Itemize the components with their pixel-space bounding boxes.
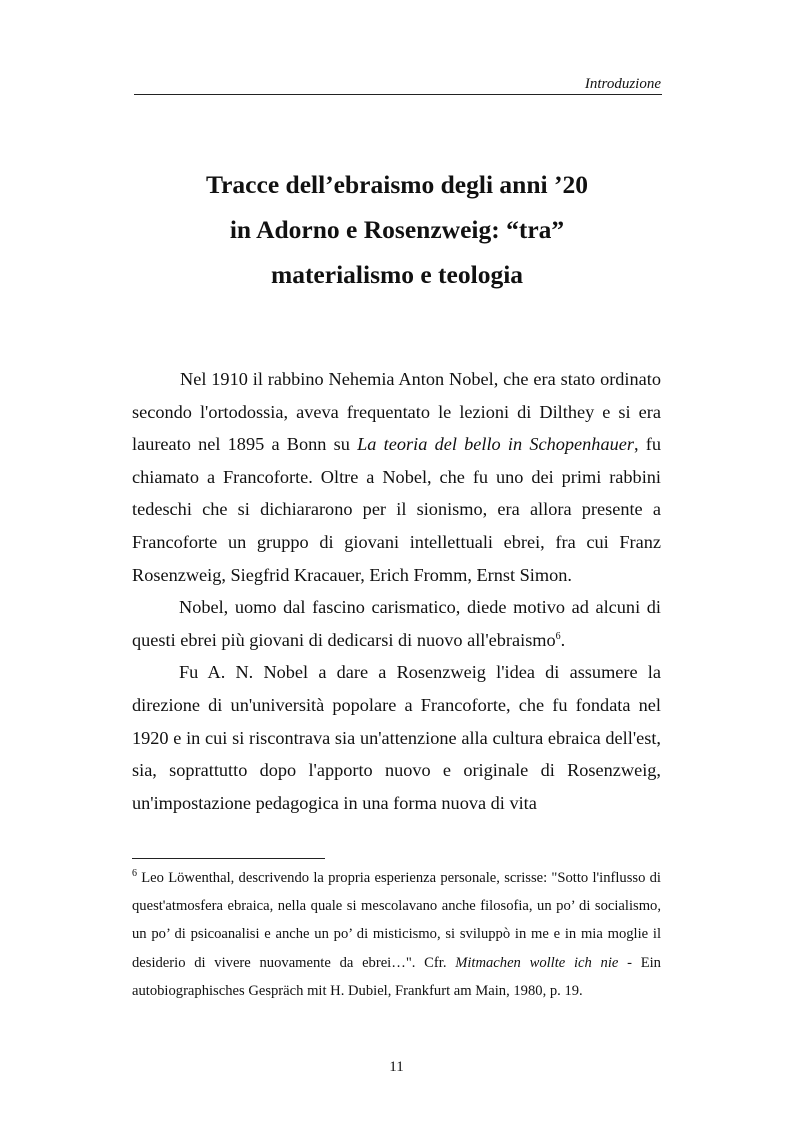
paragraph-1-text-a: Nel 1910 il rabbino Nehemia Anton Nobel, che era stato ordinato secondo l'ortodossia, aveva frequentato le lezioni di Dilthey e si era laureato nel 1895 a Bonn su: [132, 369, 661, 455]
running-header: Introduzione: [584, 76, 661, 92]
paragraph-2: [132, 591, 661, 656]
title-line-3: materialismo e teologia: [270, 260, 524, 289]
title-line-1: Tracce dell’ebraismo degli anni ’20: [206, 170, 588, 199]
footnote-rule: [132, 858, 325, 859]
footnote-book-title: Mitmachen wollte ich nie: [455, 954, 619, 971]
paragraph-1-text-b: , fu chiamato a Francoforte. Oltre a Nobel, che fu uno dei primi rabbini tedeschi che si dichiararono per il sionismo, era allora presente a Francoforte un gruppo di giovani intellettuali ebrei, fra cui Franz Rosenzweig, Siegfrid Kracauer, Erich Fromm, Ernst Simon.: [132, 434, 661, 585]
paragraph-3: Fu A. N. Nobel a dare a Rosenzweig l'idea di assumere la direzione di un'università popolare a Francoforte, che fu fondata nel 1920 e in cui si riscontrava sia un'attenzione alla cultura ebraica dell'est, sia, soprattutto dopo l'apporto nuovo e originale di Rosenzweig, un'impostazione pedagogica in una forma nuova di vita: [132, 662, 661, 813]
footnote-reference[interactable]: 6: [555, 630, 561, 642]
paragraph-2-text-a: Nobel, uomo dal fascino carismatico, diede motivo ad alcuni di questi ebrei più giovani di dedicarsi di nuovo all'ebraismo: [132, 597, 661, 650]
book-title: La teoria del bello in Schopenhauer: [357, 434, 634, 455]
title-line-2: in Adorno e Rosenzweig: “tra”: [229, 215, 565, 244]
footnote-text: [132, 864, 661, 1005]
footnote-number: 6: [132, 868, 137, 880]
page-number: 11: [389, 1059, 404, 1075]
footnote-text-a: Leo Löwenthal, descrivendo la propria esperienza personale, scrisse: "Sotto l'influsso di quest'atmosfera ebraica, nella quale si mescolavano anche filosofia, un po’ di socialismo, un po’ di psicoanalisi e anche un po’ di misticismo, si sviluppò in me e in mia moglie il desiderio di vivere nuovamente da ebrei…". Cfr.: [132, 870, 661, 971]
footnote: [132, 864, 661, 1005]
header-rule: [134, 94, 662, 95]
paragraph-2-text-b: .: [560, 629, 566, 650]
footnote-text-b: - Ein autobiographisches Gespräch mit H. Dubiel, Frankfurt am Main, 1980, p. 19.: [132, 954, 661, 999]
body-text: [132, 363, 661, 819]
paragraph-1: [132, 363, 661, 591]
chapter-title: [132, 162, 662, 297]
